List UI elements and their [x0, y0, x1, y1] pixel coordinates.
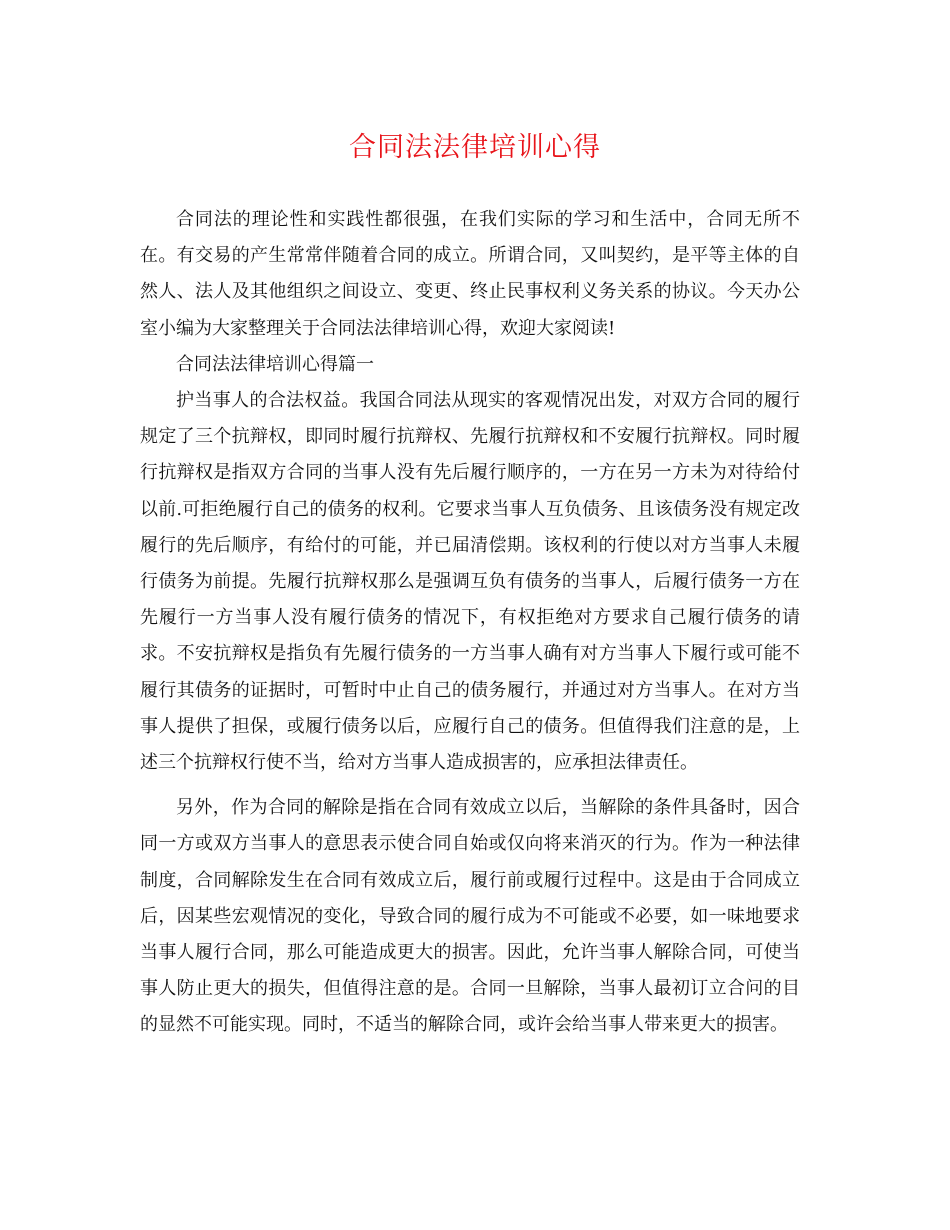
document-title: 合同法法律培训心得 [349, 132, 601, 163]
intro-paragraph: 合同法的理论性和实践性都很强，在我们实际的学习和生活中，合同无所不在。有交易的产生常常伴随着合同的成立。所谓合同，又叫契约，是平等主体的自然人、法人及其他组织之间设立、变更、终止民事权利义务关系的协议。今天办公室小编为大家整理关于合同法法律培训心得，欢迎大家阅读! [140, 209, 800, 339]
document-body [140, 202, 800, 1044]
body-paragraph-1: 护当事人的合法权益。我国合同法从现实的客观情况出发，对双方合同的履行规定了三个抗辩权，即同时履行抗辩权、先履行抗辩权和不安履行抗辩权。同时履行抗辩权是指双方合同的当事人没有先后履行顺序的，一方在另一方未为对待给付以前.可拒绝履行自己的债务的权利。它要求当事人互负债务、且该债务没有规定改履行的先后顺序，有给付的可能，并已届清偿期。该权利的行使以对方当事人未履行债务为前提。先履行抗辩权那么是强调互负有债务的当事人，后履行债务一方在先履行一方当事人没有履行债务的情况下，有权拒绝对方要求自己履行债务的请求。不安抗辩权是指负有先履行债务的一方当事人确有对方当事人下履行或可能不履行其债务的证据时，可暂时中止自己的债务履行，并通过对方当事人。在对方当事人提供了担保，或履行债务以后，应履行自己的债务。但值得我们注意的是，上述三个抗辩权行使不当，给对方当事人造成损害的，应承担法律责任。 [140, 390, 800, 774]
body-paragraph-2: 另外，作为合同的解除是指在合同有效成立以后，当解除的条件具备时，因合同一方或双方当事人的意思表示使合同自始或仅向将来消灭的行为。作为一种法律制度，合同解除发生在合同有效成立后，履行前或履行过程中。这是由于合同成立后，因某些宏观情况的变化，导致合同的履行成为不可能或不必要，如一味地要求当事人履行合同，那么可能造成更大的损害。因此，允许当事人解除合同，可使当事人防止更大的损失，但值得注意的是。合同一旦解除，当事人最初订立合问的目的显然不可能实现。同时，不适当的解除合同，或许会给当事人带来更大的损害。 [140, 797, 800, 1036]
section-heading: 合同法法律培训心得篇一 [176, 353, 374, 375]
